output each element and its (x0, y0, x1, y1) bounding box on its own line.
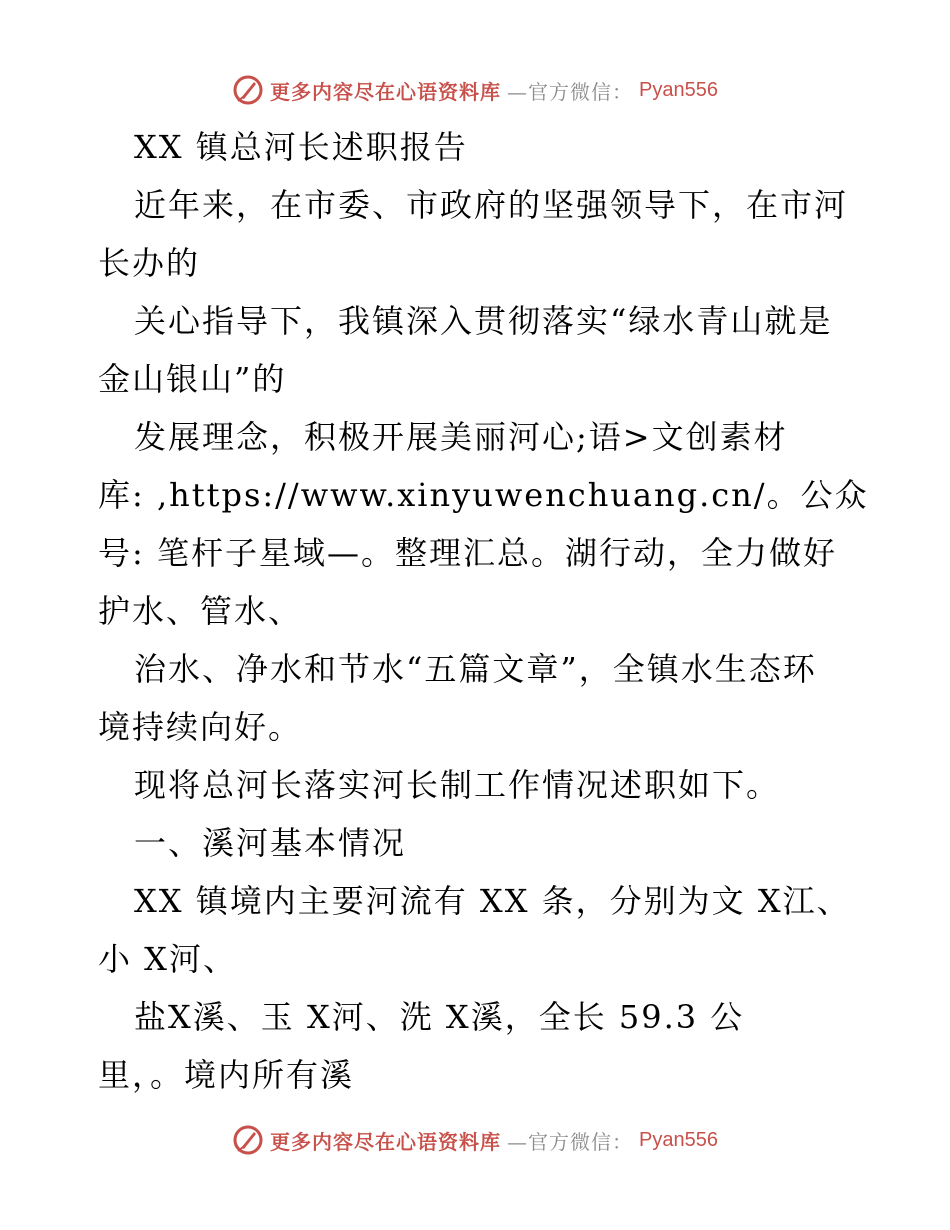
text-line: 发展理念，积极开展美丽河心;语>文创素材 (134, 418, 788, 456)
banner-wechat-id: Pyan556 (639, 78, 718, 101)
banner-wechat-label: —官方微信： (507, 79, 634, 104)
text-line: 现将总河长落实河长制工作情况述职如下。 (134, 766, 781, 804)
document-title: XX 镇总河长述职报告 (134, 128, 468, 166)
header-banner (0, 70, 950, 110)
banner-title: 更多内容尽在心语资料库 (270, 79, 502, 104)
text-line: 境持续向好。 (98, 708, 303, 746)
quill-logo-icon (232, 74, 264, 106)
text-line: 小 X河、 (98, 940, 237, 978)
text-line: 护水、管水、 (98, 592, 303, 630)
text-line: XX 镇境内主要河流有 XX 条，分别为文 X江、 (134, 882, 851, 920)
text-line: 金山银山”的 (98, 360, 287, 398)
text-line: 长办的 (98, 244, 201, 282)
text-line: 里，。境内所有溪 (98, 1056, 355, 1094)
text-line: 关心指导下，我镇深入贯彻落实“绿水青山就是 (134, 302, 833, 340)
text-line: 治水、净水和节水“五篇文章”，全镇水生态环 (134, 650, 817, 688)
quill-logo-icon (232, 1124, 264, 1156)
text-line: 近年来，在市委、市政府的坚强领导下，在市河 (134, 186, 849, 224)
footer-banner (0, 1120, 950, 1160)
banner-title: 更多内容尽在心语资料库 (270, 1129, 502, 1154)
section-heading: 一、溪河基本情况 (134, 824, 407, 862)
text-line: 盐X溪、玉 X河、洗 X溪，全长 59.3 公 (134, 998, 745, 1036)
text-line: 库: ,https://www.xinyuwenchuang.cn/。公众 (98, 476, 869, 514)
text-line: 号: 笔杆子星域—。整理汇总。湖行动，全力做好 (98, 534, 837, 572)
banner-wechat-label: —官方微信： (507, 1129, 634, 1154)
banner-wechat-id: Pyan556 (639, 1128, 718, 1151)
